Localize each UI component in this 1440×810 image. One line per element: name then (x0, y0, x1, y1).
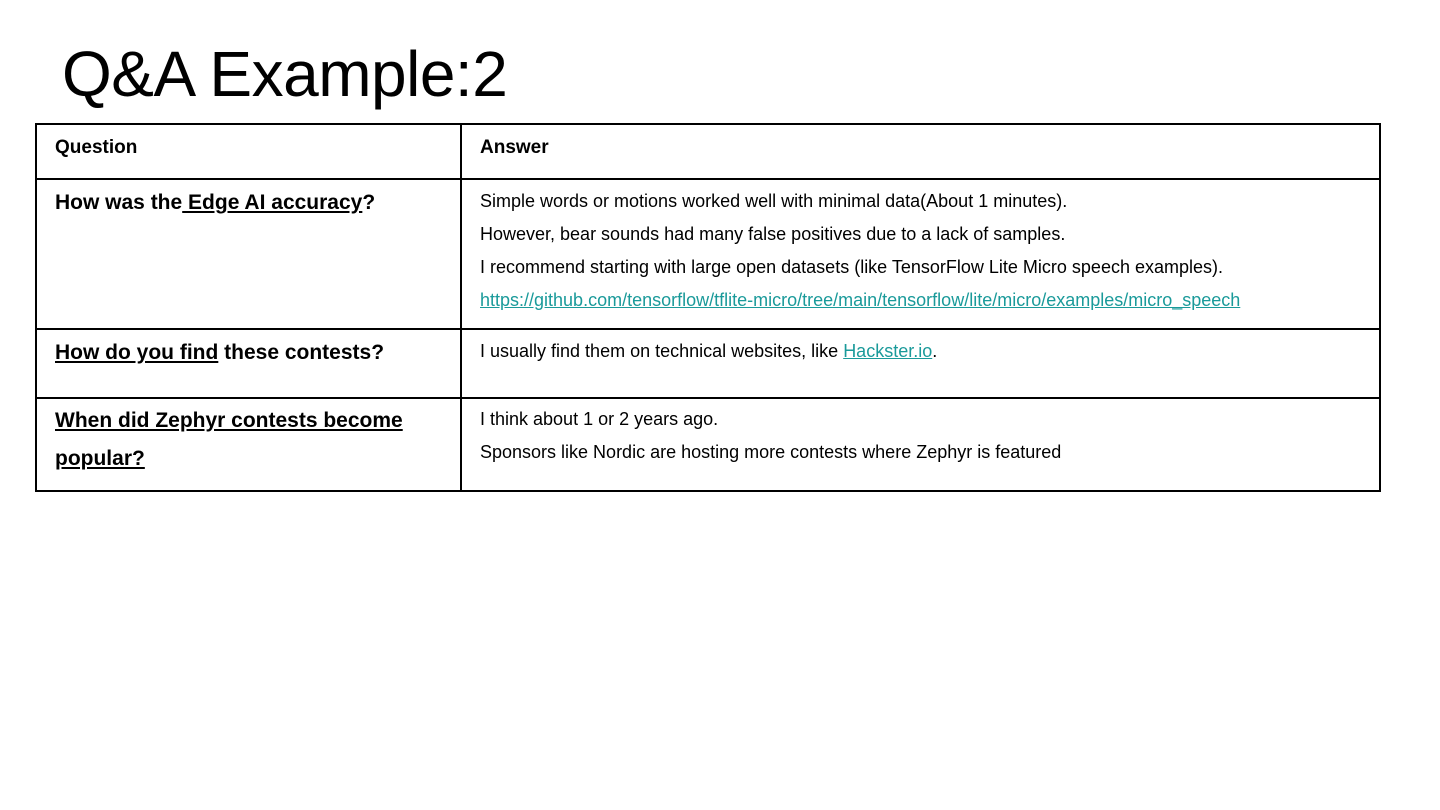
answer-text-post: . (932, 341, 938, 361)
answer-line: Sponsors like Nordic are hosting more contests where Zephyr is featured (480, 442, 1062, 462)
table-row (36, 179, 1380, 329)
question-cell (36, 179, 461, 329)
header-question-cell (36, 124, 461, 179)
question-underlined-phrase: Edge AI accuracy (182, 191, 363, 214)
question-text-pre: How was the (55, 191, 183, 214)
hackster-link[interactable]: Hackster.io (843, 341, 933, 361)
header-answer: Answer (480, 137, 549, 158)
question-text-post: these contests? (218, 341, 385, 364)
question-text-post: ? (362, 191, 376, 214)
header-question: Question (55, 137, 138, 158)
question-text (55, 402, 442, 478)
answer-cell (461, 179, 1380, 329)
answer-line-link-wrap (480, 284, 1361, 317)
table-row (36, 329, 1380, 398)
question-cell (36, 398, 461, 491)
question-cell (36, 329, 461, 398)
answer-line: However, bear sounds had many false positives due to a lack of samples. (480, 224, 1066, 244)
answer-cell (461, 398, 1380, 491)
answer-line (480, 335, 1361, 368)
question-text (55, 339, 442, 366)
header-answer-cell (461, 124, 1380, 179)
question-underlined-phrase: When did Zephyr contests become popular? (55, 409, 403, 470)
answer-line: Simple words or motions worked well with minimal data(About 1 minutes). (480, 191, 1068, 211)
table-row (36, 398, 1380, 491)
answer-cell (461, 329, 1380, 398)
question-text (55, 189, 442, 216)
table-header-row (36, 124, 1380, 179)
github-micro-speech-link[interactable]: https://github.com/tensorflow/tflite-micro/tree/main/tensorflow/lite/micro/examples/micro_speech (480, 290, 1241, 310)
answer-line: I recommend starting with large open datasets (like TensorFlow Lite Micro speech examples). (480, 257, 1224, 277)
answer-text-pre: I usually find them on technical websites, like (480, 341, 844, 361)
qa-table (35, 123, 1381, 492)
answer-line: I think about 1 or 2 years ago. (480, 409, 719, 429)
slide-title: Q&A Example:2 (62, 38, 508, 110)
question-underlined-phrase: How do you find (55, 341, 219, 364)
